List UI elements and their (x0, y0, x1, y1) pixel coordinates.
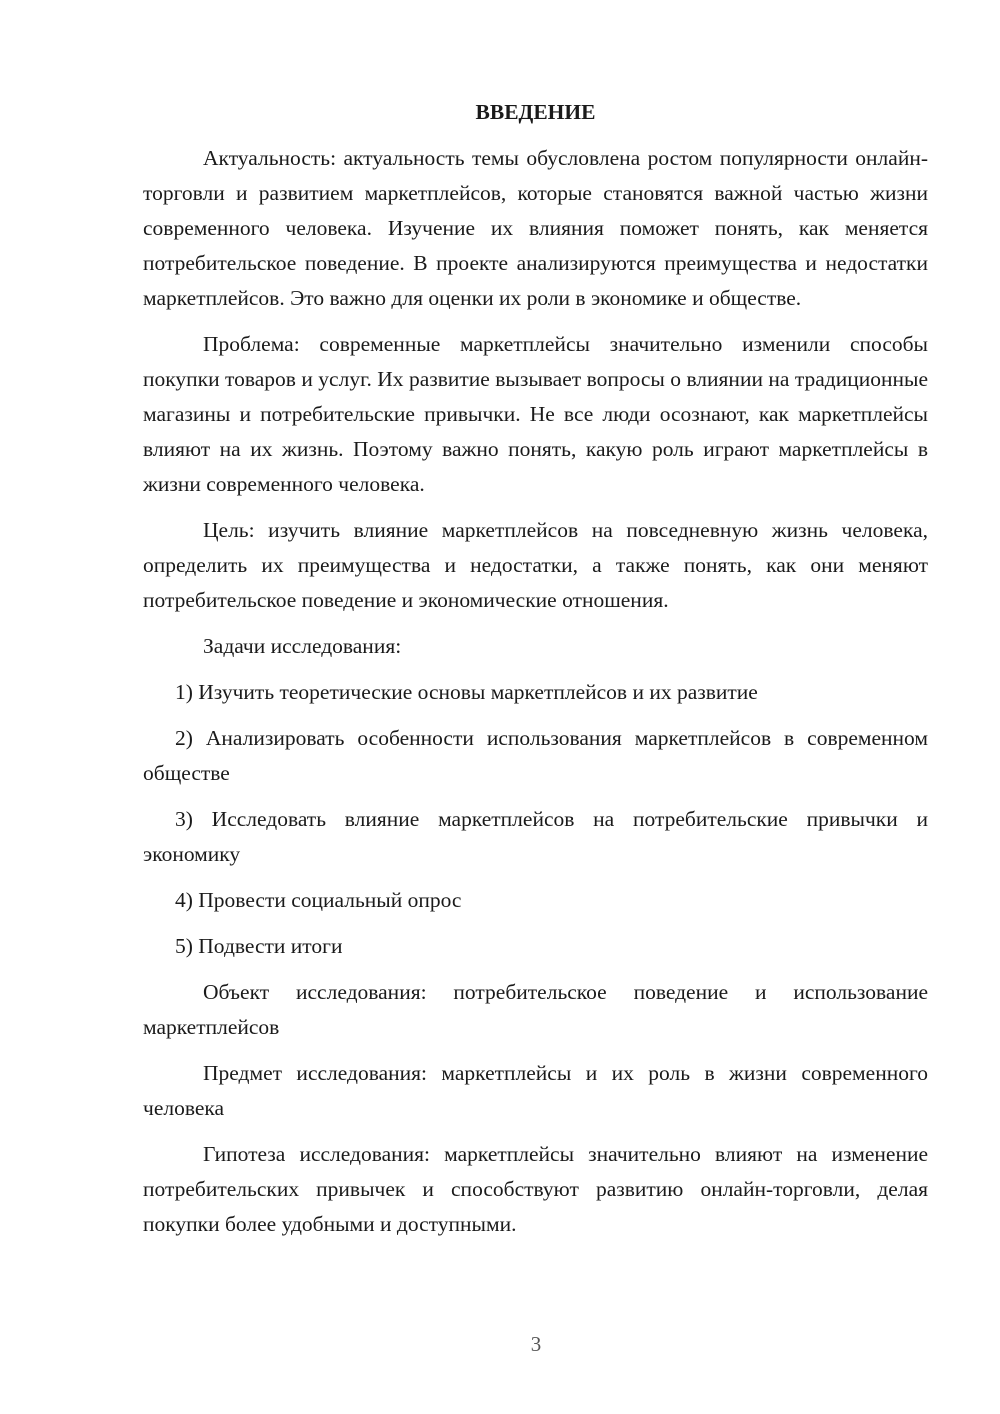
task-item: 5) Подвести итоги (175, 934, 343, 958)
subject-paragraph: Предмет исследования: маркетплейсы и их роль в жизни современного человека (143, 1061, 928, 1120)
task-item: 4) Провести социальный опрос (175, 888, 462, 912)
section-heading: ВВЕДЕНИЕ (475, 100, 596, 124)
tasks-title: Задачи исследования: (203, 634, 402, 658)
problem-paragraph: Проблема: современные маркетплейсы значительно изменили способы покупки товаров и услуг. Их развитие вызывает вопросы о влиянии на традиционные магазины и потребительские привычки. Не все люди осознают, как маркетплейсы влияют на их жизнь. Поэтому важно понять, какую роль играют маркетплейсы в жизни современного человека. (143, 332, 928, 496)
task-item: 1) Изучить теоретические основы маркетплейсов и их развитие (175, 680, 758, 704)
goal-paragraph: Цель: изучить влияние маркетплейсов на повседневную жизнь человека, определить их преимущества и недостатки, а также понять, как они меняют потребительское поведение и экономические отношения. (143, 518, 928, 612)
object-paragraph: Объект исследования: потребительское поведение и использование маркетплейсов (143, 980, 928, 1039)
task-item: 3) Исследовать влияние маркетплейсов на потребительские привычки и экономику (143, 807, 928, 866)
relevance-paragraph: Актуальность: актуальность темы обусловлена ростом популярности онлайн-торговли и развитием маркетплейсов, которые становятся важной частью жизни современного человека. Изучение их влияния поможет понять, как меняется потребительское поведение. В проекте анализируются преимущества и недостатки маркетплейсов. Это важно для оценки их роли в экономике и обществе. (143, 146, 928, 310)
page-number: 3 (530, 1332, 542, 1356)
task-item: 2) Анализировать особенности использования маркетплейсов в современном обществе (143, 726, 928, 785)
document-page (143, 95, 928, 1253)
hypothesis-paragraph: Гипотеза исследования: маркетплейсы значительно влияют на изменение потребительских привычек и способствуют развитию онлайн-торговли, делая покупки более удобными и доступными. (143, 1142, 928, 1236)
